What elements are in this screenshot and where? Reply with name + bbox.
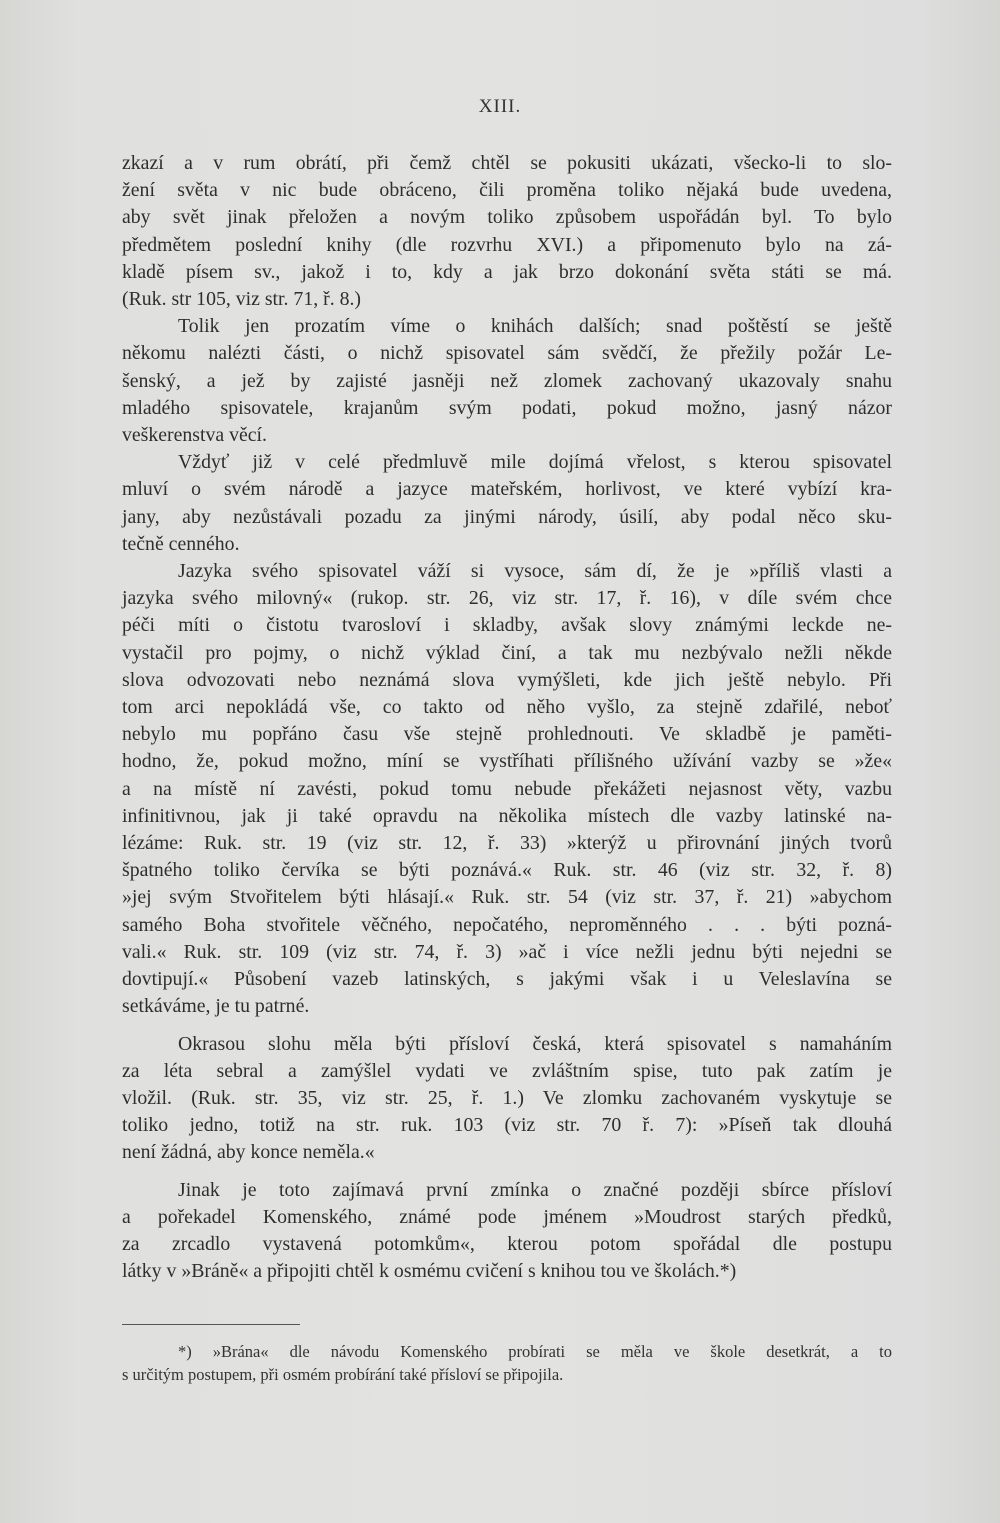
text-line: tom arci nepokládá vše, co takto od něho vyšlo, za stejně zdařilé, neboť	[122, 696, 892, 719]
text-line: za léta sebral a zamýšlel vydati ve zvláštním spise, tuto pak zatím je	[122, 1059, 892, 1082]
text-line: není žádná, aby konce neměla.«	[122, 1141, 375, 1164]
text-line: kladě písem sv., jakož i to, kdy a jak brzo dokonání světa státi se má.	[122, 260, 892, 283]
footnote-line: s určitým postupem, při osmém probírání také přísloví se připojila.	[122, 1365, 564, 1384]
paragraph-3	[122, 449, 892, 558]
text-line: jany, aby nezůstávali pozadu za jinými národy, úsilí, aby podal něco sku-	[122, 505, 892, 528]
text-line: vložil. (Ruk. str. 35, viz str. 25, ř. 1.) Ve zlomku zachovaném vyskytuje se	[122, 1086, 892, 1109]
text-line: mladého spisovatele, krajanům svým podati, pokud možno, jasný názor	[122, 396, 892, 419]
footnote-line: *) »Brána« dle návodu Komenského probírati se měla ve škole desetkrát, a to	[178, 1342, 892, 1361]
text-line: mluví o svém národě a jazyce mateřském, horlivost, ve které vybízí kra-	[122, 478, 892, 501]
paragraph-gap	[122, 1167, 892, 1177]
text-line: Okrasou slohu měla býti přísloví česká, která spisovatel s namaháním	[178, 1032, 892, 1055]
body-text	[122, 150, 892, 1285]
paragraph-5	[122, 1031, 892, 1167]
text-line: dovtipují.« Působení vazeb latinských, s jakými však i u Veleslavína se	[122, 968, 892, 991]
text-line: žení světa v nic bude obráceno, čili proměna toliko nějaká bude uvedena,	[122, 179, 892, 202]
text-line: látky v »Bráně« a připojiti chtěl k osmému cvičení s knihou tou ve školách.*)	[122, 1260, 737, 1283]
text-line: lézáme: Ruk. str. 19 (viz str. 12, ř. 33) »kterýž u přirovnání jiných tvorů	[122, 832, 892, 855]
text-line: nebylo mu popřáno času vše stejně prohlednouti. Ve skladbě je paměti-	[122, 723, 892, 746]
text-line: vali.« Ruk. str. 109 (viz str. 74, ř. 3) »ač i více nežli jednu býti nejedni se	[122, 940, 892, 963]
text-line: Tolik jen prozatím víme o knihách dalších; snad poštěstí se ještě	[178, 315, 892, 338]
text-line: a na místě ní zavésti, pokud tomu nebude překážeti nejasnost věty, vazbu	[122, 777, 892, 800]
footnote	[122, 1340, 892, 1386]
text-line: (Ruk. str 105, viz str. 71, ř. 8.)	[122, 288, 362, 311]
text-line: Jazyka svého spisovatel váží si vysoce, sám dí, že je »příliš vlasti a	[178, 560, 892, 583]
text-line: »jej svým Stvořitelem býti hlásají.« Ruk. str. 54 (viz str. 37, ř. 21) »abychom	[122, 886, 892, 909]
text-line: předmětem poslední knihy (dle rozvrhu XVI.) a připomenuto bylo na zá-	[122, 233, 892, 256]
text-line: Vždyť již v celé předmluvě mile dojímá vřelost, s kterou spisovatel	[178, 451, 892, 474]
paragraph-gap	[122, 1021, 892, 1031]
paragraph-1	[122, 150, 892, 313]
paragraph-6	[122, 1177, 892, 1286]
paragraph-4	[122, 558, 892, 1020]
text-line: aby svět jinak přeložen a novým toliko způsobem uspořádán byl. To bylo	[122, 206, 892, 229]
page-number: XIII.	[478, 96, 522, 117]
text-line: špatného toliko červíka se býti poznává.« Ruk. str. 46 (viz str. 32, ř. 8)	[122, 859, 892, 882]
text-line: infinitivnou, jak ji také opravdu na několika místech dle vazby latinské na-	[122, 804, 892, 827]
text-line: šenský, a jež by zajisté jasněji než zlomek zachovaný ukazovaly snahu	[122, 369, 892, 392]
text-line: veškerenstva věcí.	[122, 424, 267, 447]
text-line: zkazí a v rum obrátí, při čemž chtěl se pokusiti ukázati, všecko-li to slo-	[122, 152, 892, 174]
text-line: toliko jedno, totiž na str. ruk. 103 (viz str. 70 ř. 7): »Píseň tak dlouhá	[122, 1114, 892, 1137]
footnote-divider	[122, 1324, 300, 1325]
text-line: tečně cenného.	[122, 532, 240, 555]
text-line: Jinak je toto zajímavá první zmínka o značné později sbírce přísloví	[178, 1178, 892, 1201]
text-line: setkáváme, je tu patrné.	[122, 995, 310, 1018]
text-line: péči míti o čistotu tvarosloví i skladby, avšak slovy známými leckde ne-	[122, 614, 892, 637]
text-line: za zrcadlo vystavená potomkům«, kterou potom spořádal dle postupu	[122, 1232, 892, 1255]
text-line: slova odvozovati nebo neznámá slova vymýšleti, kde jich ještě nebylo. Při	[122, 668, 892, 691]
text-line: samého Boha stvořitele věčného, nepočatého, neproměnného . . . býti pozná-	[122, 913, 892, 936]
text-line: vystačil pro pojmy, o nichž výklad činí, a tak mu nezbývalo nežli někde	[122, 641, 892, 664]
text-line: a pořekadel Komenského, známé pode jménem »Moudrost starých předků,	[122, 1205, 892, 1228]
text-line: někomu nalézti části, o nichž spisovatel sám svědčí, že přežily požár Le-	[122, 342, 892, 365]
text-line: hodno, že, pokud možno, míní se vystříhati přílišného užívání vazby se »že«	[122, 750, 892, 773]
paragraph-2	[122, 313, 892, 449]
text-line: jazyka svého milovný« (rukop. str. 26, viz str. 17, ř. 16), v díle svém chce	[122, 587, 892, 610]
